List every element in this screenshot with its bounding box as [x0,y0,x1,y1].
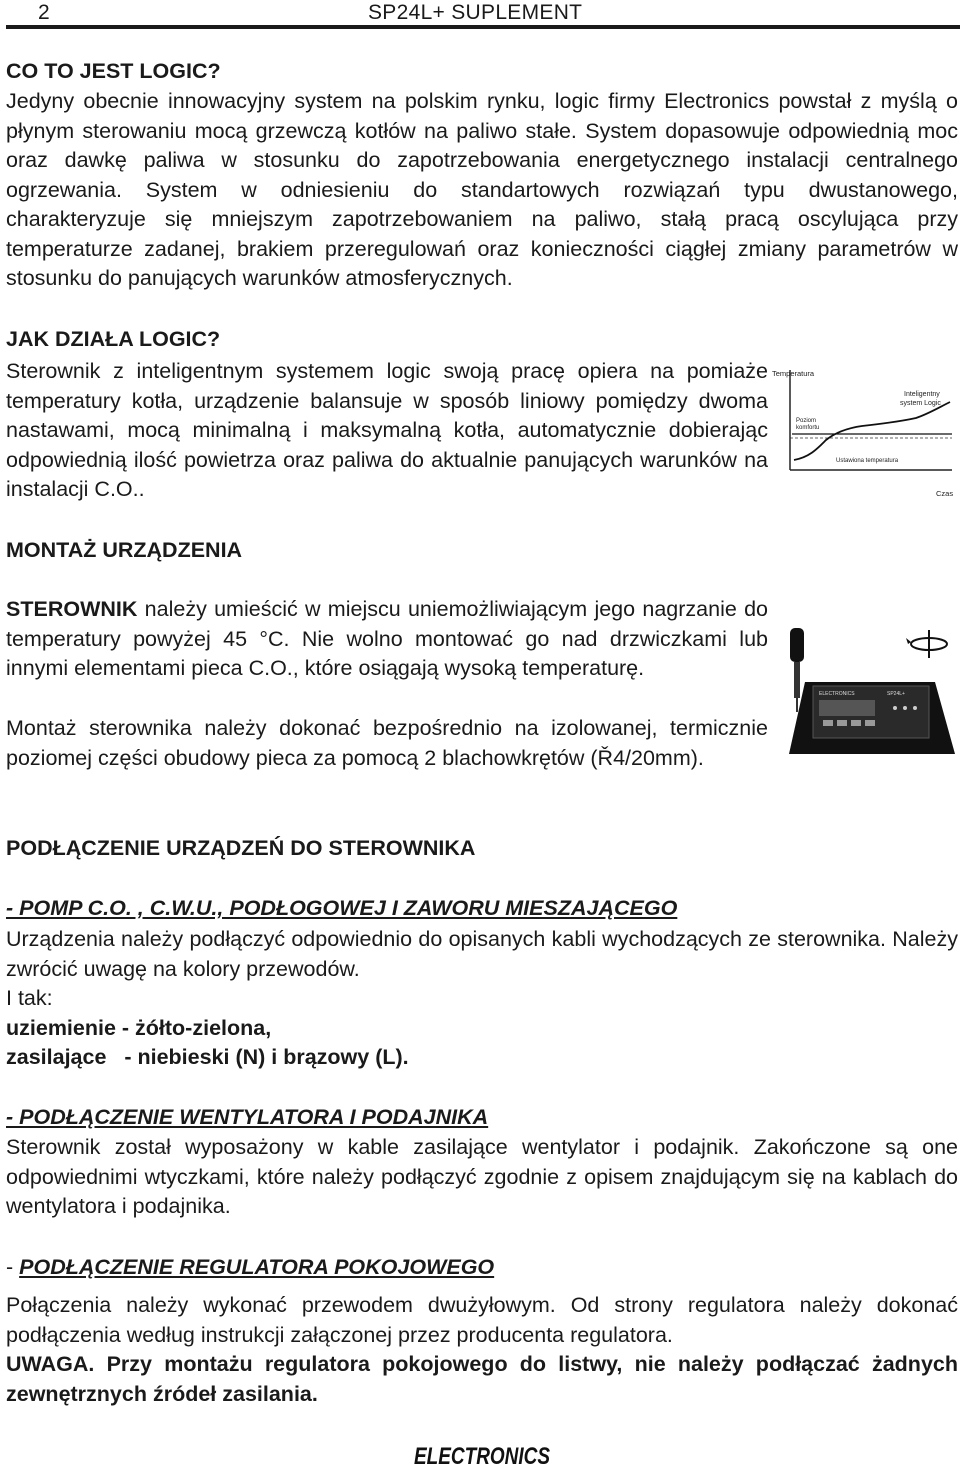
y-axis-label: Temperatura [772,369,815,378]
how-paragraph: Sterownik z inteligentnym systemem logic swoją pracę opiera na pomiaże temperatury kotła, urządzenie balansuje w sposób liniowy pomiędzy dwoma nastawami, mocą minimalną i maksymalną kotła, automatycznie dobierając odpowiednią ilość powietrza oraz paliwa do aktualnie panujących warunków na instalacji C.O.. [6,359,768,501]
mounting-paragraph-2: Montaż sterownika należy dokonać bezpośrednio na izolowanej, termicznie poziomej części obudowy pieca za pomocą 2 blachowkrętów (Ř4/20mm). [6,716,768,770]
subheading-room-regulator [6,1253,494,1283]
page-header [0,0,960,26]
controller-illustration [775,622,960,762]
mounting-paragraph-1 [6,595,768,684]
heading-connections: PODŁĄCZENIE URZĄDZEŃ DO STEROWNIKA [6,836,476,860]
subheading-pumps: - POMP C.O. , C.W.U., PODŁOGOWEJ I ZAWORU MIESZAJĄCEGO [6,896,678,920]
legend-logic-line1: Inteligentny [904,391,940,398]
mounting-bold-term: STEROWNIK [6,597,138,621]
device-key [823,720,833,726]
header-rule [6,25,960,29]
ground-wire: uziemienie - żółto-zielona, [6,1016,272,1040]
heading-how-logic-works: JAK DZIAŁA LOGIC? [6,327,221,351]
device-key [837,720,847,726]
room-dash: - [6,1255,20,1279]
pumps-intro: I tak: [6,986,53,1010]
rotate-arrow-icon [906,630,947,658]
device-led [913,706,917,710]
page-number: 2 [38,1,50,24]
logo-text: ELECTRONICS [414,1443,550,1470]
setpoint-label: Ustawiona temperatura [836,458,899,464]
comfort-label-line2: komfortu [796,425,820,431]
room-title: PODŁĄCZENIE REGULATORA POKOJOWEGO [19,1255,495,1279]
fan-paragraph: Sterownik został wyposażony w kable zasilające wentylator i podajnik. Zakończone są one odpowiednimi wtyczkami, które należy podłączyć zgodnie z opisem znajdującym się na kablach do wentylatora i podajnika. [6,1135,958,1218]
device-led [893,706,897,710]
device-model: SP24L+ [887,691,905,697]
legend-logic-line2: system Logic [900,400,941,407]
device-display [819,700,875,716]
header-title: SP24L+ SUPLEMENT [368,1,583,24]
x-axis-label: Czas [936,489,954,498]
controller-device [789,682,955,754]
device-brand: ELECTRONICS [819,691,855,697]
heading-mounting: MONTAŻ URZĄDZENIA [6,538,243,562]
intro-paragraph: Jedyny obecnie innowacyjny system na polskim rynku, logic firmy Electronics powstał z myślą o płynym sterowaniu mocą grzewczą kotłów na paliwo stałe. System dopasowuje odpowiednią moc oraz dawkę paliwa w stosunku do zapotrzebowania energetycznego instalacji centralnego ogrzewania. System w odniesieniu do standartowych rozwiązań typu dwustanowego, charakteryzuje się mniejszym zapotrzebowaniem na paliwo, stałą pracą oscylująca przy temperaturze zadanej, brakiem przeregulowań oraz konieczności ciągłej zmiany parametrów w stosunku do panujących warunków atmosferycznych. [6,89,958,290]
subheading-fan: - PODŁĄCZENIE WENTYLATORA I PODAJNIKA [6,1105,489,1129]
device-key [865,720,875,726]
mounting-text-1: należy umieścić w miejscu uniemożliwiającym jego nagrzanie do temperatury powyżej 45 °C. Nie wolno montować go nad drzwiczkami lub innymi elementami pieca C.O., które osiągają wysoką temperaturę. [6,597,768,680]
logic-temperature-diagram [770,362,958,498]
comfort-label-line1: Poziom [796,418,817,424]
supply-wires: zasilające - niebieski (N) i brązowy (L). [6,1045,409,1069]
room-paragraph: Połączenia należy wykonać przewodem dwużyłowym. Od strony regulatora należy dokonać podłączenia według instrukcji załączonej przez producenta regulatora. [6,1293,958,1347]
logic-curve [794,402,950,460]
device-led [903,706,907,710]
pumps-paragraph: Urządzenia należy podłączyć odpowiednio do opisanych kabli wychodzących ze sterownika. Należy zwrócić uwagę na kolory przewodów. [6,927,958,981]
heading-what-is-logic: CO TO JEST LOGIC? [6,59,221,83]
device-key [851,720,861,726]
electronics-logo [412,1440,552,1470]
room-warning: UWAGA. Przy montażu regulatora pokojowego do listwy, nie należy podłączać żadnych zewnętrznych źródeł zasilania. [6,1352,958,1406]
